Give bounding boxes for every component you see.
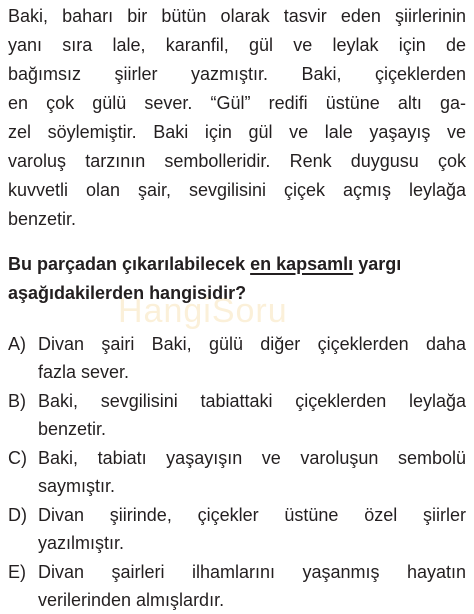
option-text — [38, 444, 466, 500]
question-text-line2: aşağıdakilerden hangisidir? — [8, 283, 247, 303]
option-text — [38, 558, 466, 614]
option-text — [38, 387, 466, 443]
passage-line: varoluş tarzının sembolleridir. Renk duygusu çok — [8, 151, 466, 171]
passage-line: en çok gülü sever. “Gül” redifi üstüne altı ga- — [8, 93, 466, 113]
passage-line: kuvvetli olan şair, sevgilisini çiçek açmış leylağa — [8, 180, 466, 200]
option-line: verilerinden almışlardır. — [38, 590, 225, 610]
option-line: benzetir. — [38, 419, 107, 439]
answer-option-d[interactable] — [8, 501, 466, 557]
answer-option-b[interactable] — [8, 387, 466, 443]
option-letter: E) — [8, 562, 26, 582]
passage-line: bağımsız şiirler yazmıştır. Baki, çiçeklerden — [8, 64, 466, 84]
option-line: fazla sever. — [38, 362, 130, 382]
watermark-logo: HangiSoru — [118, 292, 288, 330]
option-letter: D) — [8, 505, 27, 525]
question-text-start: Bu parçadan çıkarılabilecek — [8, 254, 251, 274]
passage-line: yanı sıra lale, karanfil, gül ve leylak için de — [8, 35, 466, 55]
option-line: saymıştır. — [38, 476, 116, 496]
option-letter: B) — [8, 391, 26, 411]
question-text-end: yargı — [353, 254, 402, 274]
answer-option-c[interactable] — [8, 444, 466, 500]
option-line: Divan şairleri ilhamlarını yaşanmış hayatın — [38, 562, 466, 582]
option-line: Divan şairi Baki, gülü diğer çiçeklerden daha — [38, 334, 466, 354]
passage-line: zel söylemiştir. Baki için gül ve lale yaşayış ve — [8, 122, 466, 142]
option-text — [38, 501, 466, 557]
option-line: Baki, sevgilisini tabiattaki çiçeklerden leylağa — [38, 391, 466, 411]
passage-line: benzetir. — [8, 209, 77, 229]
option-text — [38, 330, 466, 386]
option-line: yazılmıştır. — [38, 533, 125, 553]
option-letter: A) — [8, 334, 26, 354]
question-emphasis: en kapsamlı — [250, 254, 354, 274]
question-page — [8, 0, 466, 610]
answer-option-a[interactable] — [8, 330, 466, 386]
answer-options — [8, 330, 466, 614]
option-letter: C) — [8, 448, 27, 468]
passage-line: Baki, baharı bir bütün olarak tasvir eden şiirlerinin — [8, 6, 466, 26]
answer-option-e[interactable] — [8, 558, 466, 614]
option-line: Divan şiirinde, çiçekler üstüne özel şiirler — [38, 505, 466, 525]
option-line: Baki, tabiatı yaşayışın ve varoluşun sembolü — [38, 448, 466, 468]
question-stem — [8, 250, 466, 308]
reading-passage — [8, 0, 466, 234]
